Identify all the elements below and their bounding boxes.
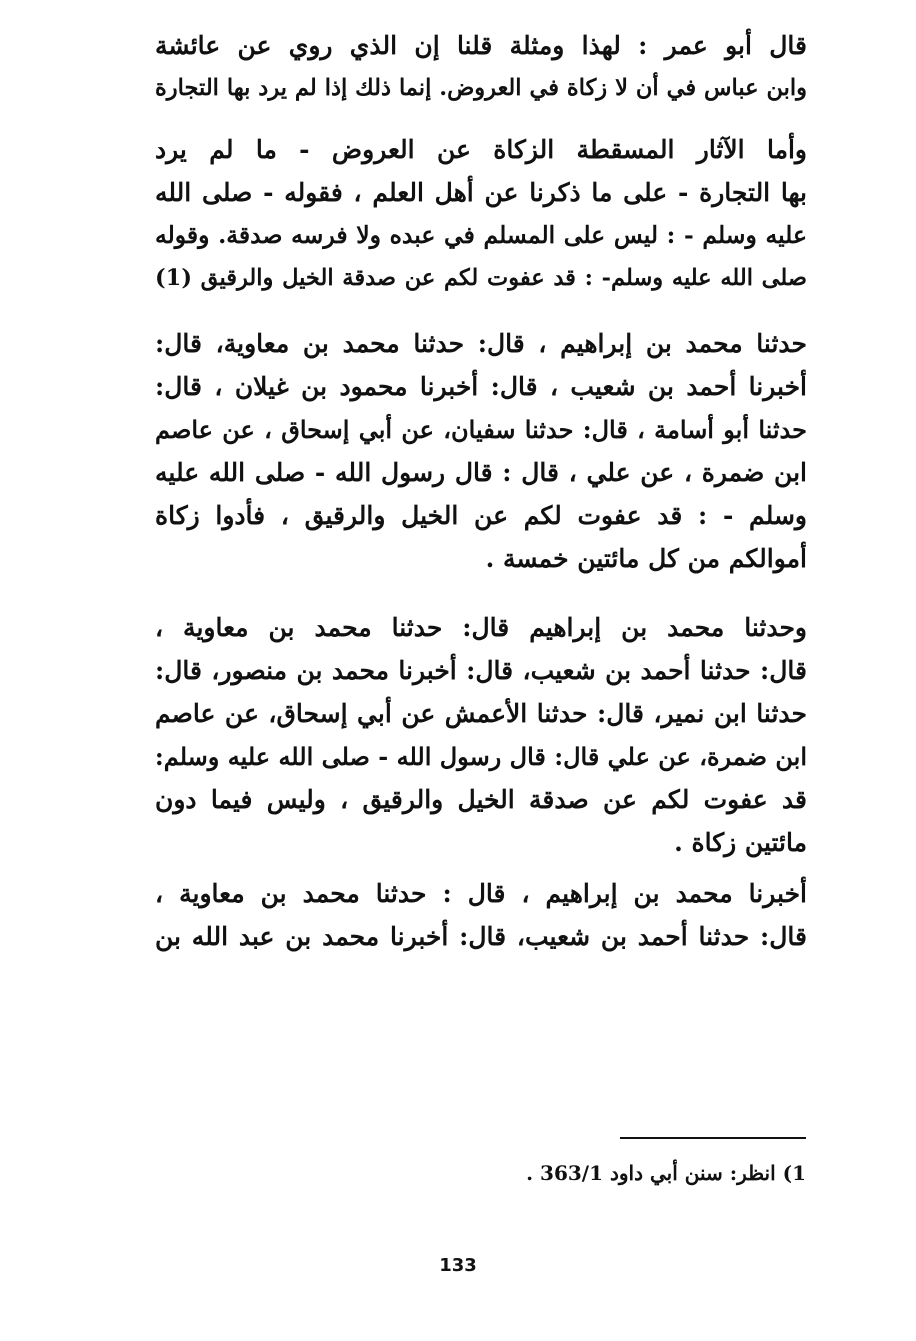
text-line: مائتين زكاة .	[674, 828, 807, 857]
text-line: حدثنا محمد بن إبراهيم ، قال: حدثنا محمد بن معاوية، قال:	[155, 329, 807, 358]
text-line: وابن عباس في أن لا زكاة في العروض. إنما ذلك إذا لم يرد بها التجارة	[155, 75, 807, 101]
text-line: بها التجارة - على ما ذكرنا عن أهل العلم ، فقوله - صلى الله	[155, 178, 807, 207]
text-line: حدثنا ابن نمير، قال: حدثنا الأعمش عن أبي إسحاق، عن عاصم	[155, 699, 807, 728]
paragraph-2	[155, 128, 807, 300]
text-line: قال: حدثنا أحمد بن شعيب، قال: أخبرنا محمد بن منصور، قال:	[155, 656, 807, 685]
footnote: 1) انظر: سنن أبي داود 363/1 .	[526, 1161, 806, 1185]
text-line: وسلم - : قد عفوت لكم عن الخيل والرقيق ، فأدوا زكاة	[155, 501, 807, 530]
text-line: صلى الله عليه وسلم- : قد عفوت لكم عن صدقة الخيل والرقيق (1)	[155, 265, 807, 291]
text-line: وأما الآثار المسقطة الزكاة عن العروض - ما لم يرد	[155, 135, 807, 164]
footnote-divider	[620, 1137, 806, 1139]
text-line: ابن ضمرة، عن علي قال: قال رسول الله - صلى الله عليه وسلم:	[155, 742, 807, 771]
text-line: عليه وسلم - : ليس على المسلم في عبده ولا فرسه صدقة. وقوله	[155, 221, 807, 249]
text-line: وحدثنا محمد بن إبراهيم قال: حدثنا محمد بن معاوية ،	[155, 613, 807, 642]
text-line: حدثنا أبو أسامة ، قال: حدثنا سفيان، عن أبي إسحاق ، عن عاصم	[155, 415, 807, 444]
text-line: قال: حدثنا أحمد بن شعيب، قال: أخبرنا محمد بن عبد الله بن	[155, 922, 807, 951]
paragraph-5	[155, 872, 807, 958]
page-number: 133	[439, 1255, 477, 1276]
text-line: ابن ضمرة ، عن علي ، قال : قال رسول الله - صلى الله عليه	[155, 458, 807, 487]
text-line: قد عفوت لكم عن صدقة الخيل والرقيق ، وليس فيما دون	[155, 785, 807, 814]
paragraph-3	[155, 322, 807, 580]
text-line: أخبرنا محمد بن إبراهيم ، قال : حدثنا محمد بن معاوية ،	[155, 879, 807, 908]
text-line: قال أبو عمر : لهذا ومثلة قلنا إن الذي روي عن عائشة	[155, 31, 807, 60]
text-line: أخبرنا أحمد بن شعيب ، قال: أخبرنا محمود بن غيلان ، قال:	[155, 372, 807, 401]
paragraph-4	[155, 606, 807, 864]
paragraph-1	[155, 24, 807, 110]
text-line: أموالكم من كل مائتين خمسة .	[485, 544, 807, 573]
